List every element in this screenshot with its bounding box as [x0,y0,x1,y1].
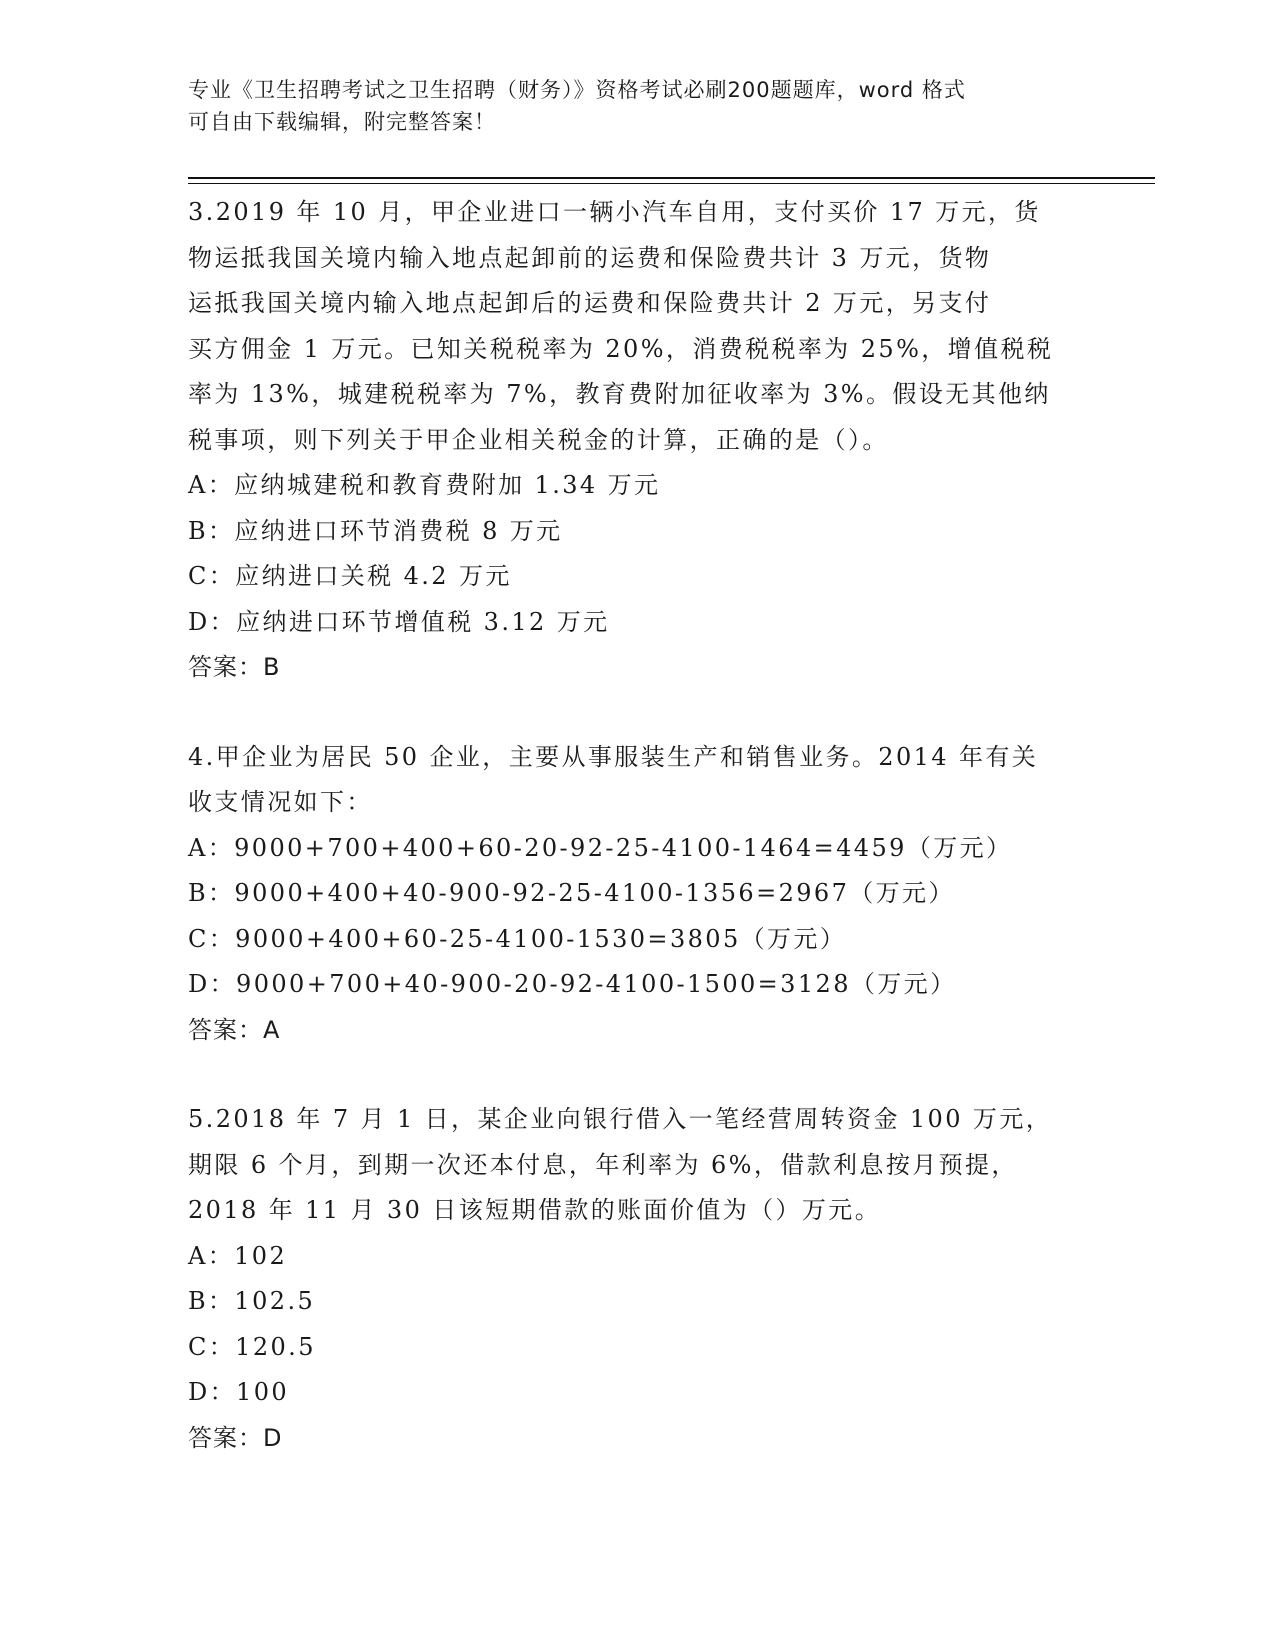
question-stem-line: 5.2018 年 7 月 1 日，某企业向银行借入一笔经营周转资金 100 万元， [188,1105,1053,1133]
spacer [188,1053,1088,1097]
answer-line: 答案：D [188,1423,283,1452]
option-b: B：应纳进口环节消费税 8 万元 [188,516,563,545]
option-d: D：9000+700+40-900-20-92-4100-1500=3128（万元） [188,970,957,998]
option-c: C：120.5 [188,1332,316,1361]
question-stem-line: 2018 年 11 月 30 日该短期借款的账面价值为（）万元。 [188,1196,882,1224]
header-divider [188,177,1155,179]
option-a: A：9000+700+400+60-20-92-25-4100-1464=4459（万元） [188,833,1013,862]
option-b: B：102.5 [188,1287,316,1315]
answer-line: 答案：B [188,653,281,681]
question-list [188,190,1088,1461]
question-stem-line: 运抵我国关境内输入地点起卸后的运费和保险费共计 2 万元，另支付 [188,289,992,317]
option-b: B：9000+400+40-900-92-25-4100-1356=2967（万元） [188,879,955,907]
option-c: C：9000+400+60-25-4100-1530=3805（万元） [188,924,847,953]
option-d: D：应纳进口环节增值税 3.12 万元 [188,607,610,636]
question-stem-line: 税事项，则下列关于甲企业相关税金的计算，正确的是（）。 [188,425,889,454]
option-d: D：100 [188,1378,290,1406]
question-block [188,1097,1088,1461]
option-a: A：应纳城建税和教育费附加 1.34 万元 [188,471,661,499]
question-block [188,190,1088,691]
question-block [188,735,1088,1054]
header-line: 专业《卫生招聘考试之卫生招聘（财务）》资格考试必刷200题题库，word 格式 [188,78,966,102]
header-divider-thin [188,183,1155,184]
question-stem-line: 期限 6 个月，到期一次还本付息，年利率为 6%，借款利息按月预提， [188,1150,1018,1179]
question-stem-line: 3.2019 年 10 月，甲企业进口一辆小汽车自用，支付买价 17 万元，货 [188,198,1041,226]
option-a: A：102 [188,1241,288,1270]
header-line: 可自由下载编辑，附完整答案！ [188,110,496,134]
question-stem-line: 收支情况如下： [188,788,373,816]
question-stem-line: 4.甲企业为居民 50 企业，主要从事服装生产和销售业务。2014 年有关 [188,742,1039,771]
spacer [188,691,1088,735]
option-c: C：应纳进口关税 4.2 万元 [188,562,512,590]
question-stem-line: 买方佣金 1 万元。已知关税税率为 20%，消费税税率为 25%，增值税税 [188,334,1054,363]
document-header [188,74,1078,138]
question-stem-line: 物运抵我国关境内输入地点起卸前的运费和保险费共计 3 万元，货物 [188,243,992,272]
answer-line: 答案：A [188,1015,281,1044]
question-stem-line: 率为 13%，城建税税率为 7%，教育费附加征收率为 3%。假设无其他纳 [188,380,1051,408]
